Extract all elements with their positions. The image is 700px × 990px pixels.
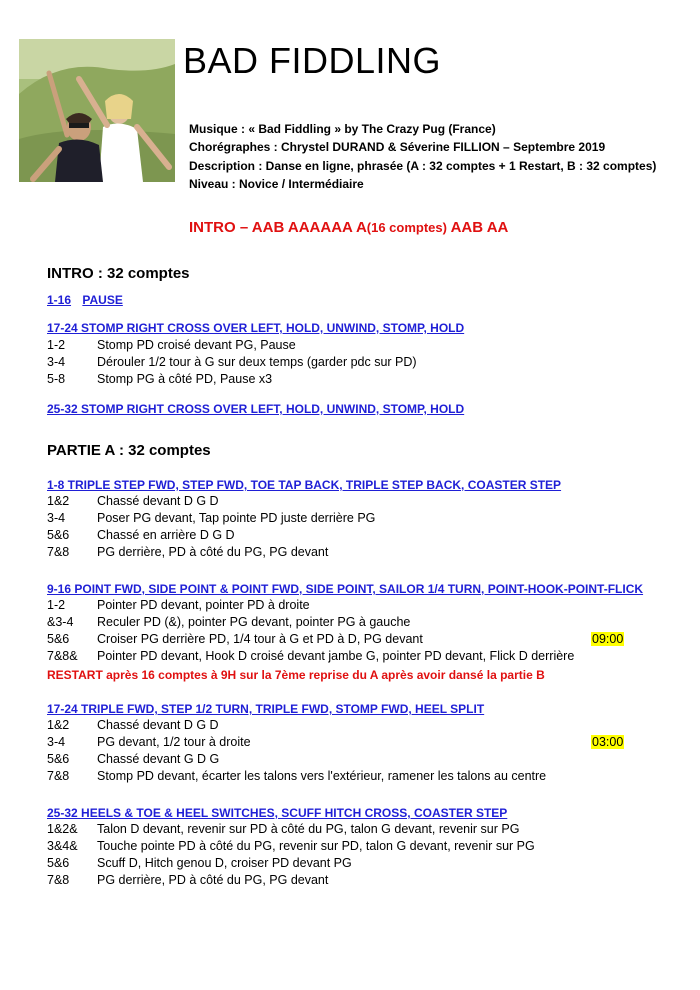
step-row bbox=[47, 718, 637, 735]
step-count: 1&2 bbox=[47, 494, 70, 508]
sequence-main: INTRO – AAB AAAAAA A bbox=[189, 219, 367, 236]
step-count: 7&8 bbox=[47, 873, 70, 887]
step-row bbox=[47, 839, 637, 856]
intro-title: INTRO : 32 comptes bbox=[47, 265, 190, 282]
step-row bbox=[47, 769, 637, 786]
step-description: Stomp PD croisé devant PG, Pause bbox=[97, 338, 296, 352]
step-description: Stomp PG à côté PD, Pause x3 bbox=[97, 372, 273, 386]
step-description: Dérouler 1/2 tour à G sur deux temps (garder pdc sur PD) bbox=[97, 355, 417, 369]
intro-heading-17-24: 17-24 STOMP RIGHT CROSS OVER LEFT, HOLD, UNWIND, STOMP, HOLD bbox=[47, 321, 465, 335]
step-description: Stomp PD devant, écarter les talons vers l'extérieur, ramener les talons au centre bbox=[97, 769, 547, 783]
part-a-title: PARTIE A : 32 comptes bbox=[47, 442, 211, 459]
step-row bbox=[47, 494, 637, 511]
step-description: Chassé en arrière D G D bbox=[97, 528, 235, 542]
step-description: Talon D devant, revenir sur PD à côté du PG, talon G devant, revenir sur PG bbox=[97, 822, 520, 836]
step-count: 5&6 bbox=[47, 856, 70, 870]
step-count: 1&2& bbox=[47, 822, 78, 836]
pause-label: PAUSE bbox=[82, 293, 123, 307]
step-row bbox=[47, 528, 637, 545]
step-description: Scuff D, Hitch genou D, croiser PD devant PG bbox=[97, 856, 352, 870]
step-count: 7&8 bbox=[47, 769, 70, 783]
step-row bbox=[47, 372, 637, 389]
step-description: Chassé devant G D G bbox=[97, 752, 220, 766]
sequence-end: AAB AA bbox=[446, 219, 509, 236]
part-a-heading-1-8: 1-8 TRIPLE STEP FWD, STEP FWD, TOE TAP BACK, TRIPLE STEP BACK, COASTER STEP bbox=[47, 478, 562, 492]
dancers-photo bbox=[19, 39, 175, 182]
description-line: Description : Danse en ligne, phrasée (A : 32 comptes + 1 Restart, B : 32 comptes) bbox=[189, 158, 657, 173]
step-row bbox=[47, 752, 637, 769]
wall-direction-badge: 03:00 bbox=[592, 735, 624, 749]
step-description: Poser PG devant, Tap pointe PD juste derrière PG bbox=[97, 511, 376, 525]
step-count: 5&6 bbox=[47, 528, 70, 542]
step-row bbox=[47, 649, 637, 666]
step-row bbox=[47, 615, 637, 632]
step-row bbox=[47, 598, 637, 615]
restart-note: RESTART après 16 comptes à 9H sur la 7ème reprise du A après avoir dansé la partie B bbox=[47, 668, 545, 682]
step-description: Touche pointe PD à côté du PG, revenir sur PD, talon G devant, revenir sur PG bbox=[97, 839, 535, 853]
step-count: 7&8 bbox=[47, 545, 70, 559]
step-count: 1-2 bbox=[47, 338, 66, 352]
step-count: 3-4 bbox=[47, 735, 66, 749]
step-count: 5&6 bbox=[47, 632, 70, 646]
step-row bbox=[47, 873, 637, 890]
part-a-heading-25-32: 25-32 HEELS & TOE & HEEL SWITCHES, SCUFF HITCH CROSS, COASTER STEP bbox=[47, 806, 508, 820]
step-count: 1&2 bbox=[47, 718, 70, 732]
step-count: 5&6 bbox=[47, 752, 70, 766]
wall-direction-badge: 09:00 bbox=[592, 632, 624, 646]
sequence-note: (16 comptes) bbox=[366, 220, 447, 235]
step-description: Pointer PD devant, Hook D croisé devant jambe G, pointer PD devant, Flick D derrière bbox=[97, 649, 575, 663]
level-line: Niveau : Novice / Intermédiaire bbox=[189, 176, 364, 191]
step-row bbox=[47, 511, 637, 528]
step-description: PG derrière, PD à côté du PG, PG devant bbox=[97, 873, 329, 887]
step-description: PG derrière, PD à côté du PG, PG devant bbox=[97, 545, 329, 559]
music-line: Musique : « Bad Fiddling » by The Crazy Pug (France) bbox=[189, 122, 496, 136]
step-row bbox=[47, 355, 637, 372]
step-row bbox=[47, 632, 637, 649]
choreographers-line: Chorégraphes : Chrystel DURAND & Séverine FILLION – Septembre 2019 bbox=[189, 140, 606, 155]
step-count: 3&4& bbox=[47, 839, 78, 853]
step-count: 5-8 bbox=[47, 372, 66, 386]
part-a-heading-17-24: 17-24 TRIPLE FWD, STEP 1/2 TURN, TRIPLE FWD, STOMP FWD, HEEL SPLIT bbox=[47, 702, 485, 716]
step-count: 3-4 bbox=[47, 355, 66, 369]
intro-pause bbox=[47, 293, 123, 307]
step-row bbox=[47, 338, 637, 355]
step-row bbox=[47, 735, 637, 752]
step-description: Chassé devant D G D bbox=[97, 494, 219, 508]
step-count: 1-2 bbox=[47, 598, 66, 612]
step-description: Reculer PD (&), pointer PG devant, pointer PG à gauche bbox=[97, 615, 411, 629]
dance-info bbox=[189, 120, 656, 193]
intro-heading-25-32: 25-32 STOMP RIGHT CROSS OVER LEFT, HOLD, UNWIND, STOMP, HOLD bbox=[47, 402, 465, 416]
step-row bbox=[47, 856, 637, 873]
step-description: Croiser PG derrière PD, 1/4 tour à G et PD à D, PG devant bbox=[97, 632, 423, 646]
step-description: Pointer PD devant, pointer PD à droite bbox=[97, 598, 310, 612]
step-count: 3-4 bbox=[47, 511, 66, 525]
step-count: &3-4 bbox=[47, 615, 74, 629]
page-title: BAD FIDDLING bbox=[183, 40, 442, 81]
step-description: PG devant, 1/2 tour à droite bbox=[97, 735, 251, 749]
sequence-line bbox=[189, 219, 508, 236]
pause-counts: 1-16 bbox=[47, 293, 72, 307]
step-description: Chassé devant D G D bbox=[97, 718, 219, 732]
step-row bbox=[47, 822, 637, 839]
step-row bbox=[47, 545, 637, 562]
part-a-heading-9-16: 9-16 POINT FWD, SIDE POINT & POINT FWD, SIDE POINT, SAILOR 1/4 TURN, POINT-HOOK-POINT-FLICK bbox=[47, 582, 644, 596]
step-count: 7&8& bbox=[47, 649, 78, 663]
